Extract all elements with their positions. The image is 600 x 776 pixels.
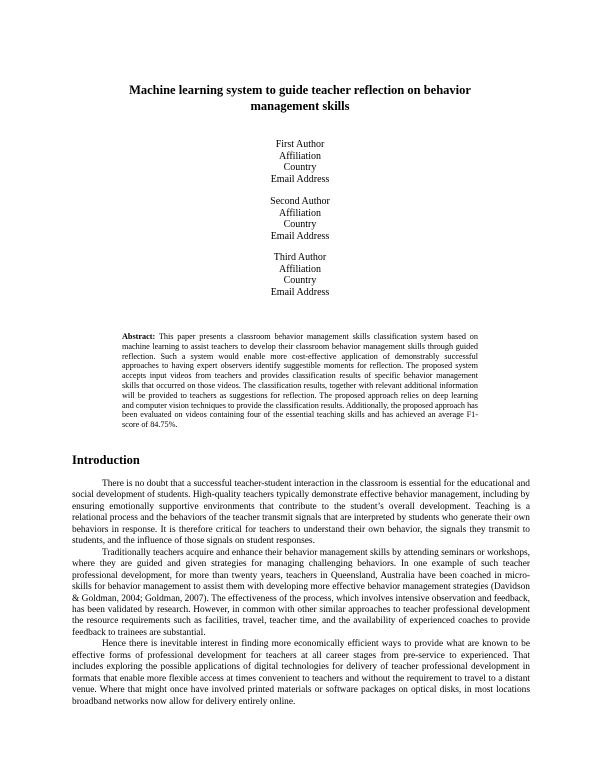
abstract-text: This paper presents a classroom behavior management skills classification system based on machine learning to assist teachers to develop their classroom behavior management skills through guided reflection. Such a system would enable more cost-effective application of demonstrably successful approaches to having expert observers identify suggestible moments for reflection. The proposed system accepts input videos from teachers and provides classification results of specific behavior management skills that occurred on those videos. The classification results, together with relevant additional information will be provided to teachers as suggestions for reflection. The proposed approach relies on deep learning and computer vision techniques to provide the classification results. Additionally, the proposed approach has been evaluated on videos containing four of the essential teaching skills and has achieved an average F1-score of 84.75%. — [122, 332, 478, 430]
author-name: First Author — [275, 139, 325, 150]
author-affiliation: Affiliation — [278, 207, 322, 219]
author-name: Third Author — [273, 252, 327, 263]
author-email: Email Address — [270, 174, 330, 186]
abstract — [122, 332, 478, 430]
author-country: Country — [283, 219, 317, 231]
paper-title: Machine learning system to guide teacher reflection on behavior management skills — [129, 83, 471, 113]
author-email: Email Address — [270, 287, 330, 299]
section-heading-introduction: Introduction — [72, 453, 140, 467]
author-block-third — [200, 252, 400, 299]
author-country: Country — [283, 162, 317, 174]
author-affiliation: Affiliation — [278, 263, 322, 275]
author-block-second — [200, 196, 400, 243]
author-country: Country — [283, 275, 317, 287]
author-affiliation: Affiliation — [278, 150, 322, 162]
author-email: Email Address — [270, 231, 330, 243]
body-paragraph: There is no doubt that a successful teacher-student interaction in the classroom is essential for the educational and social development of students. High-quality teachers typically demonstrate effective behavior management, including by ensuring emotionally supportive environments that contribute to the student’s overall development. Teaching is a relational process and the behaviors of the teacher transmit signals that are interpreted by students who generate their own behaviors in response. It is therefore critical for teachers to understand their own behavior, the signals they transmit to students, and the influence of those signals on student responses. — [72, 479, 530, 547]
body-paragraph: Hence there is inevitable interest in finding more economically efficient ways to provide what are known to be effective forms of professional development for teachers at all career stages from pre-service to experienced. That includes exploring the possible applications of digital technologies for delivery of teacher professional development in formats that enable more flexible access at times convenient to teachers and without the requirement to travel to a distant venue. Where that might once have involved printed materials or software packages on optical disks, in most locations broadband networks now allow for delivery entirely online. — [72, 639, 530, 707]
introduction-body — [72, 479, 530, 708]
author-block-first — [200, 139, 400, 186]
author-name: Second Author — [270, 196, 330, 207]
abstract-label: Abstract: — [122, 332, 156, 341]
body-paragraph: Traditionally teachers acquire and enhance their behavior management skills by attending seminars or workshops, where they are guided and given strategies for managing challenging behaviors. In one example of such teacher professional development, for more than twenty years, teachers in Queensland, Australia have been coached in micro-skills for behavior management to assist them with developing more effective behavior management strategies (Davidson & Goldman, 2004; Goldman, 2007). The effectiveness of the process, which involves intensive observation and feedback, has been validated by research. However, in common with other similar approaches to teacher professional development the resource requirements such as facilities, travel, teacher time, and the availability of experienced coaches to provide feedback to trainees are substantial. — [72, 547, 530, 638]
